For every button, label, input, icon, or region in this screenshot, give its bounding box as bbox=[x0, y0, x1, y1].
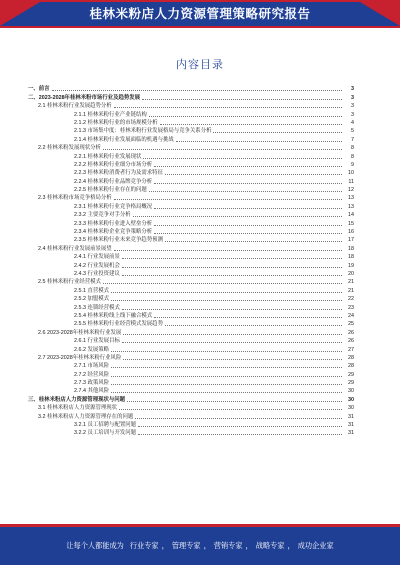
toc-page-number: 19 bbox=[348, 262, 354, 269]
toc-entry[interactable] bbox=[28, 420, 354, 428]
toc-entry-text: 2.2.3 桂林米粉消费者行为及需求特征 bbox=[74, 170, 163, 177]
toc-page-number: 20 bbox=[348, 270, 354, 277]
toc-leader-dots bbox=[133, 216, 342, 217]
toc-page-number: 30 bbox=[348, 388, 354, 395]
toc-leader-dots bbox=[176, 141, 342, 142]
toc-entry-text: 2.5.1 直营模式 bbox=[74, 287, 110, 294]
toc-page-number: 18 bbox=[348, 254, 354, 261]
toc-page-number: 4 bbox=[351, 119, 354, 126]
footer-slogan: 让每个人都能成为 行业专家 ， 管理专家 ， 营销专家 ， 战略专家 ， 成功企业家 bbox=[66, 541, 334, 550]
toc-page-number: 13 bbox=[348, 203, 354, 210]
toc-leader-dots bbox=[114, 107, 342, 108]
toc-entry-text: 3.2.2 员工培训与开发问题 bbox=[74, 430, 137, 437]
toc-entry[interactable] bbox=[28, 92, 354, 100]
toc-leader-dots bbox=[111, 292, 342, 293]
toc-leader-dots bbox=[119, 409, 342, 410]
toc-page-number: 28 bbox=[348, 354, 354, 361]
toc-entry-text: 2.5 桂林米粉行业经营模式 bbox=[38, 279, 101, 286]
toc-entry-text: 2.1.3 市场集中度：桂林米粉行业发展格局与竞争关系分析 bbox=[74, 128, 212, 135]
toc-entry-text: 2.1.2 桂林米粉行业的市场规模分析 bbox=[74, 119, 158, 126]
toc-leader-dots bbox=[103, 283, 342, 284]
toc-entry[interactable] bbox=[28, 210, 354, 218]
toc-entry[interactable] bbox=[28, 403, 354, 411]
toc-leader-dots bbox=[122, 275, 342, 276]
toc-leader-dots bbox=[149, 116, 342, 117]
toc-page-number: 3 bbox=[351, 111, 354, 118]
toc-entry-text: 2.7.1 市场风险 bbox=[74, 363, 110, 370]
toc-page-number: 8 bbox=[351, 153, 354, 160]
toc-page-number: 15 bbox=[348, 220, 354, 227]
toc-entry-text: 2.2.1 桂林米粉行业发展现状 bbox=[74, 153, 142, 160]
toc-entry-text: 2.5.5 桂林米粉行业经营模式发展趋势 bbox=[74, 321, 163, 328]
footer-slogan-part: 成功企业家 bbox=[297, 541, 334, 550]
toc-entry[interactable] bbox=[28, 294, 354, 302]
toc-page-number: 25 bbox=[348, 321, 354, 328]
toc-entry-text: 2.4.2 行业发展机会 bbox=[74, 262, 120, 269]
toc-leader-dots bbox=[165, 325, 342, 326]
toc-page-number: 16 bbox=[348, 229, 354, 236]
toc-entry-text: 2.3.2 主要竞争对手分析 bbox=[74, 212, 131, 219]
toc-leader-dots bbox=[111, 351, 342, 352]
toc-entry[interactable] bbox=[28, 151, 354, 159]
toc-page-number: 26 bbox=[348, 338, 354, 345]
toc-leader-dots bbox=[154, 225, 342, 226]
toc-entry[interactable] bbox=[28, 101, 354, 109]
toc-entry[interactable] bbox=[28, 193, 354, 201]
toc-entry-text: 2.3.5 桂林米粉行业未来竞争趋势预测 bbox=[74, 237, 163, 244]
toc-leader-dots bbox=[138, 434, 342, 435]
toc-entry-text: 2.1.1 桂林米粉行业产业链结构 bbox=[74, 111, 147, 118]
toc-entry-text: 3.2 桂林米粉店人力资源管理存在的问题 bbox=[38, 413, 134, 420]
toc-page-number: 3 bbox=[351, 86, 354, 93]
toc-leader-dots bbox=[122, 309, 342, 310]
toc-leader-dots bbox=[122, 258, 342, 259]
toc-entry-text: 2.7 2023-2028年桂林米粉行业风险 bbox=[38, 354, 122, 361]
toc-entry[interactable] bbox=[28, 118, 354, 126]
toc-entry-text: 2.4.1 行业发展前景 bbox=[74, 254, 120, 261]
toc-entry[interactable] bbox=[28, 235, 354, 243]
toc-page-number: 29 bbox=[348, 380, 354, 387]
toc-page-number: 7 bbox=[351, 136, 354, 143]
toc-entry-text: 2.4.3 行业投资建议 bbox=[74, 270, 120, 277]
toc-entry-text: 3.2.1 员工招聘与配置问题 bbox=[74, 422, 137, 429]
toc-leader-dots bbox=[154, 183, 342, 184]
footer-slogan-part: 营销专家 bbox=[213, 541, 243, 550]
toc-page-number: 3 bbox=[351, 94, 354, 101]
toc-entry[interactable] bbox=[28, 378, 354, 386]
footer-slogan-part: 战略专家 bbox=[255, 541, 285, 550]
toc-entry[interactable] bbox=[28, 336, 354, 344]
toc-entry-text: 一、前言 bbox=[28, 86, 50, 93]
toc-entry[interactable] bbox=[28, 269, 354, 277]
toc-entry-text: 2.3.3 桂林米粉行业进入壁垒分析 bbox=[74, 220, 153, 227]
toc-entry[interactable] bbox=[28, 227, 354, 235]
toc-leader-dots bbox=[154, 233, 342, 234]
toc-leader-dots bbox=[111, 376, 342, 377]
toc-entry[interactable] bbox=[28, 109, 354, 117]
toc-leader-dots bbox=[114, 250, 342, 251]
toc-page-number: 31 bbox=[348, 413, 354, 420]
toc-entry-text: 3.1 桂林米粉店人力资源管理现状 bbox=[38, 405, 118, 412]
toc-page-number: 10 bbox=[348, 170, 354, 177]
table-of-contents bbox=[28, 84, 354, 436]
toc-entry-text: 2.6.2 发展策略 bbox=[74, 346, 110, 353]
toc-page-number: 13 bbox=[348, 195, 354, 202]
toc-entry[interactable] bbox=[28, 143, 354, 151]
toc-leader-dots bbox=[52, 90, 342, 91]
toc-leader-dots bbox=[111, 367, 342, 368]
toc-page-number: 11 bbox=[348, 178, 354, 185]
toc-heading: 内容目录 bbox=[176, 59, 224, 71]
toc-entry-text: 2.1.4 桂林米粉行业发展面临的机遇与挑战 bbox=[74, 136, 174, 143]
footer-slogan-part: 让每个人都能成为 bbox=[66, 541, 124, 550]
toc-entry[interactable] bbox=[28, 344, 354, 352]
toc-page-number: 29 bbox=[348, 371, 354, 378]
toc-page-number: 31 bbox=[348, 422, 354, 429]
toc-entry[interactable] bbox=[28, 168, 354, 176]
toc-leader-dots bbox=[123, 359, 342, 360]
toc-page-number: 14 bbox=[348, 212, 354, 219]
toc-entry[interactable] bbox=[28, 386, 354, 394]
toc-leader-dots bbox=[142, 99, 342, 100]
toc-leader-dots bbox=[111, 392, 342, 393]
toc-entry[interactable] bbox=[28, 126, 354, 134]
toc-leader-dots bbox=[143, 158, 342, 159]
toc-entry-text: 2.2 桂林米粉发展现状分析 bbox=[38, 145, 101, 152]
toc-entry[interactable] bbox=[28, 361, 354, 369]
toc-entry[interactable] bbox=[28, 369, 354, 377]
toc-entry-text: 2.4 桂林米粉行业发展前景展望 bbox=[38, 245, 112, 252]
toc-leader-dots bbox=[149, 191, 342, 192]
toc-entry[interactable] bbox=[28, 394, 354, 402]
toc-entry[interactable] bbox=[28, 411, 354, 419]
toc-leader-dots bbox=[160, 124, 342, 125]
document-header bbox=[0, 0, 400, 34]
toc-entry[interactable] bbox=[28, 302, 354, 310]
toc-entry[interactable] bbox=[28, 185, 354, 193]
toc-entry-text: 2.5.3 连锁经营模式 bbox=[74, 304, 120, 311]
toc-leader-dots bbox=[114, 199, 342, 200]
toc-leader-dots bbox=[123, 334, 342, 335]
toc-leader-dots bbox=[122, 267, 342, 268]
toc-entry-text: 2.3.1 桂林米粉行业竞争格局概况 bbox=[74, 203, 153, 210]
toc-entry-text: 2.7.2 经营风险 bbox=[74, 371, 110, 378]
toc-entry[interactable] bbox=[28, 252, 354, 260]
toc-entry[interactable] bbox=[28, 160, 354, 168]
toc-page-number: 8 bbox=[351, 145, 354, 152]
toc-page-number: 28 bbox=[348, 363, 354, 370]
document-footer bbox=[0, 527, 400, 565]
toc-entry[interactable] bbox=[28, 428, 354, 436]
toc-entry-text: 2.6 2023-2028年桂林米粉行业发展 bbox=[38, 329, 122, 336]
toc-leader-dots bbox=[154, 166, 342, 167]
toc-entry[interactable] bbox=[28, 319, 354, 327]
toc-page-number: 27 bbox=[348, 346, 354, 353]
toc-entry[interactable] bbox=[28, 277, 354, 285]
toc-entry-text: 2.5.2 加盟模式 bbox=[74, 296, 110, 303]
footer-slogan-part: 管理专家 bbox=[171, 541, 201, 550]
toc-leader-dots bbox=[111, 300, 342, 301]
toc-entry[interactable] bbox=[28, 134, 354, 142]
toc-entry[interactable] bbox=[28, 260, 354, 268]
toc-entry-text: 2.6.1 行业发展目标 bbox=[74, 338, 120, 345]
toc-leader-dots bbox=[111, 384, 342, 385]
toc-entry-text: 2.1 桂林米粉行业发展趋势分析 bbox=[38, 103, 112, 110]
toc-page-number: 3 bbox=[351, 103, 354, 110]
toc-entry-text: 2.3.4 桂林米粉企业竞争策略分析 bbox=[74, 229, 153, 236]
toc-page-number: 22 bbox=[348, 296, 354, 303]
toc-page-number: 24 bbox=[348, 312, 354, 319]
toc-entry[interactable] bbox=[28, 218, 354, 226]
toc-leader-dots bbox=[103, 149, 342, 150]
toc-leader-dots bbox=[127, 401, 342, 402]
footer-slogan-part: 行业专家 bbox=[129, 541, 159, 550]
toc-entry-text: 2.5.4 桂林米粉线上线下融合模式 bbox=[74, 312, 153, 319]
toc-entry[interactable] bbox=[28, 201, 354, 209]
toc-entry[interactable] bbox=[28, 285, 354, 293]
toc-entry[interactable] bbox=[28, 84, 354, 92]
header-underline bbox=[0, 26, 400, 28]
toc-page-number: 21 bbox=[348, 279, 354, 286]
toc-entry-text: 2.2.5 桂林米粉行业存在的问题 bbox=[74, 187, 147, 194]
toc-leader-dots bbox=[138, 426, 342, 427]
toc-entry-text: 2.2.4 桂林米粉行业品牌竞争分析 bbox=[74, 178, 153, 185]
toc-entry-text: 2.2.2 桂林米粉行业细分市场分析 bbox=[74, 161, 153, 168]
toc-entry-text: 二、2023-2028年桂林米粉市场行业及趋势发展 bbox=[28, 94, 141, 101]
toc-leader-dots bbox=[154, 317, 342, 318]
toc-page-number: 23 bbox=[348, 304, 354, 311]
toc-entry-text: 2.3 桂林米粉市场竞争格局分析 bbox=[38, 195, 112, 202]
document-title: 桂林米粉店人力资源管理策略研究报告 bbox=[89, 7, 311, 21]
toc-entry-text: 三、桂林米粉店人力资源管理现状与问题 bbox=[28, 396, 126, 403]
toc-page-number: 18 bbox=[348, 245, 354, 252]
toc-entry[interactable] bbox=[28, 243, 354, 251]
toc-page-number: 21 bbox=[348, 287, 354, 294]
toc-page-number: 9 bbox=[351, 161, 354, 168]
toc-page-number: 26 bbox=[348, 329, 354, 336]
toc-entry[interactable] bbox=[28, 327, 354, 335]
toc-leader-dots bbox=[122, 342, 342, 343]
toc-leader-dots bbox=[165, 241, 342, 242]
toc-page-number: 12 bbox=[348, 187, 354, 194]
toc-entry[interactable] bbox=[28, 176, 354, 184]
toc-entry[interactable] bbox=[28, 353, 354, 361]
toc-entry[interactable] bbox=[28, 311, 354, 319]
toc-leader-dots bbox=[165, 174, 342, 175]
toc-page-number: 5 bbox=[351, 128, 354, 135]
toc-entry-text: 2.7.4 其他风险 bbox=[74, 388, 110, 395]
toc-leader-dots bbox=[154, 208, 342, 209]
toc-leader-dots bbox=[213, 132, 342, 133]
toc-entry-text: 2.7.3 政策风险 bbox=[74, 380, 110, 387]
toc-page-number: 17 bbox=[348, 237, 354, 244]
toc-page-number: 30 bbox=[348, 396, 354, 403]
toc-leader-dots bbox=[135, 418, 342, 419]
toc-page-number: 31 bbox=[348, 430, 354, 437]
toc-page-number: 30 bbox=[348, 405, 354, 412]
